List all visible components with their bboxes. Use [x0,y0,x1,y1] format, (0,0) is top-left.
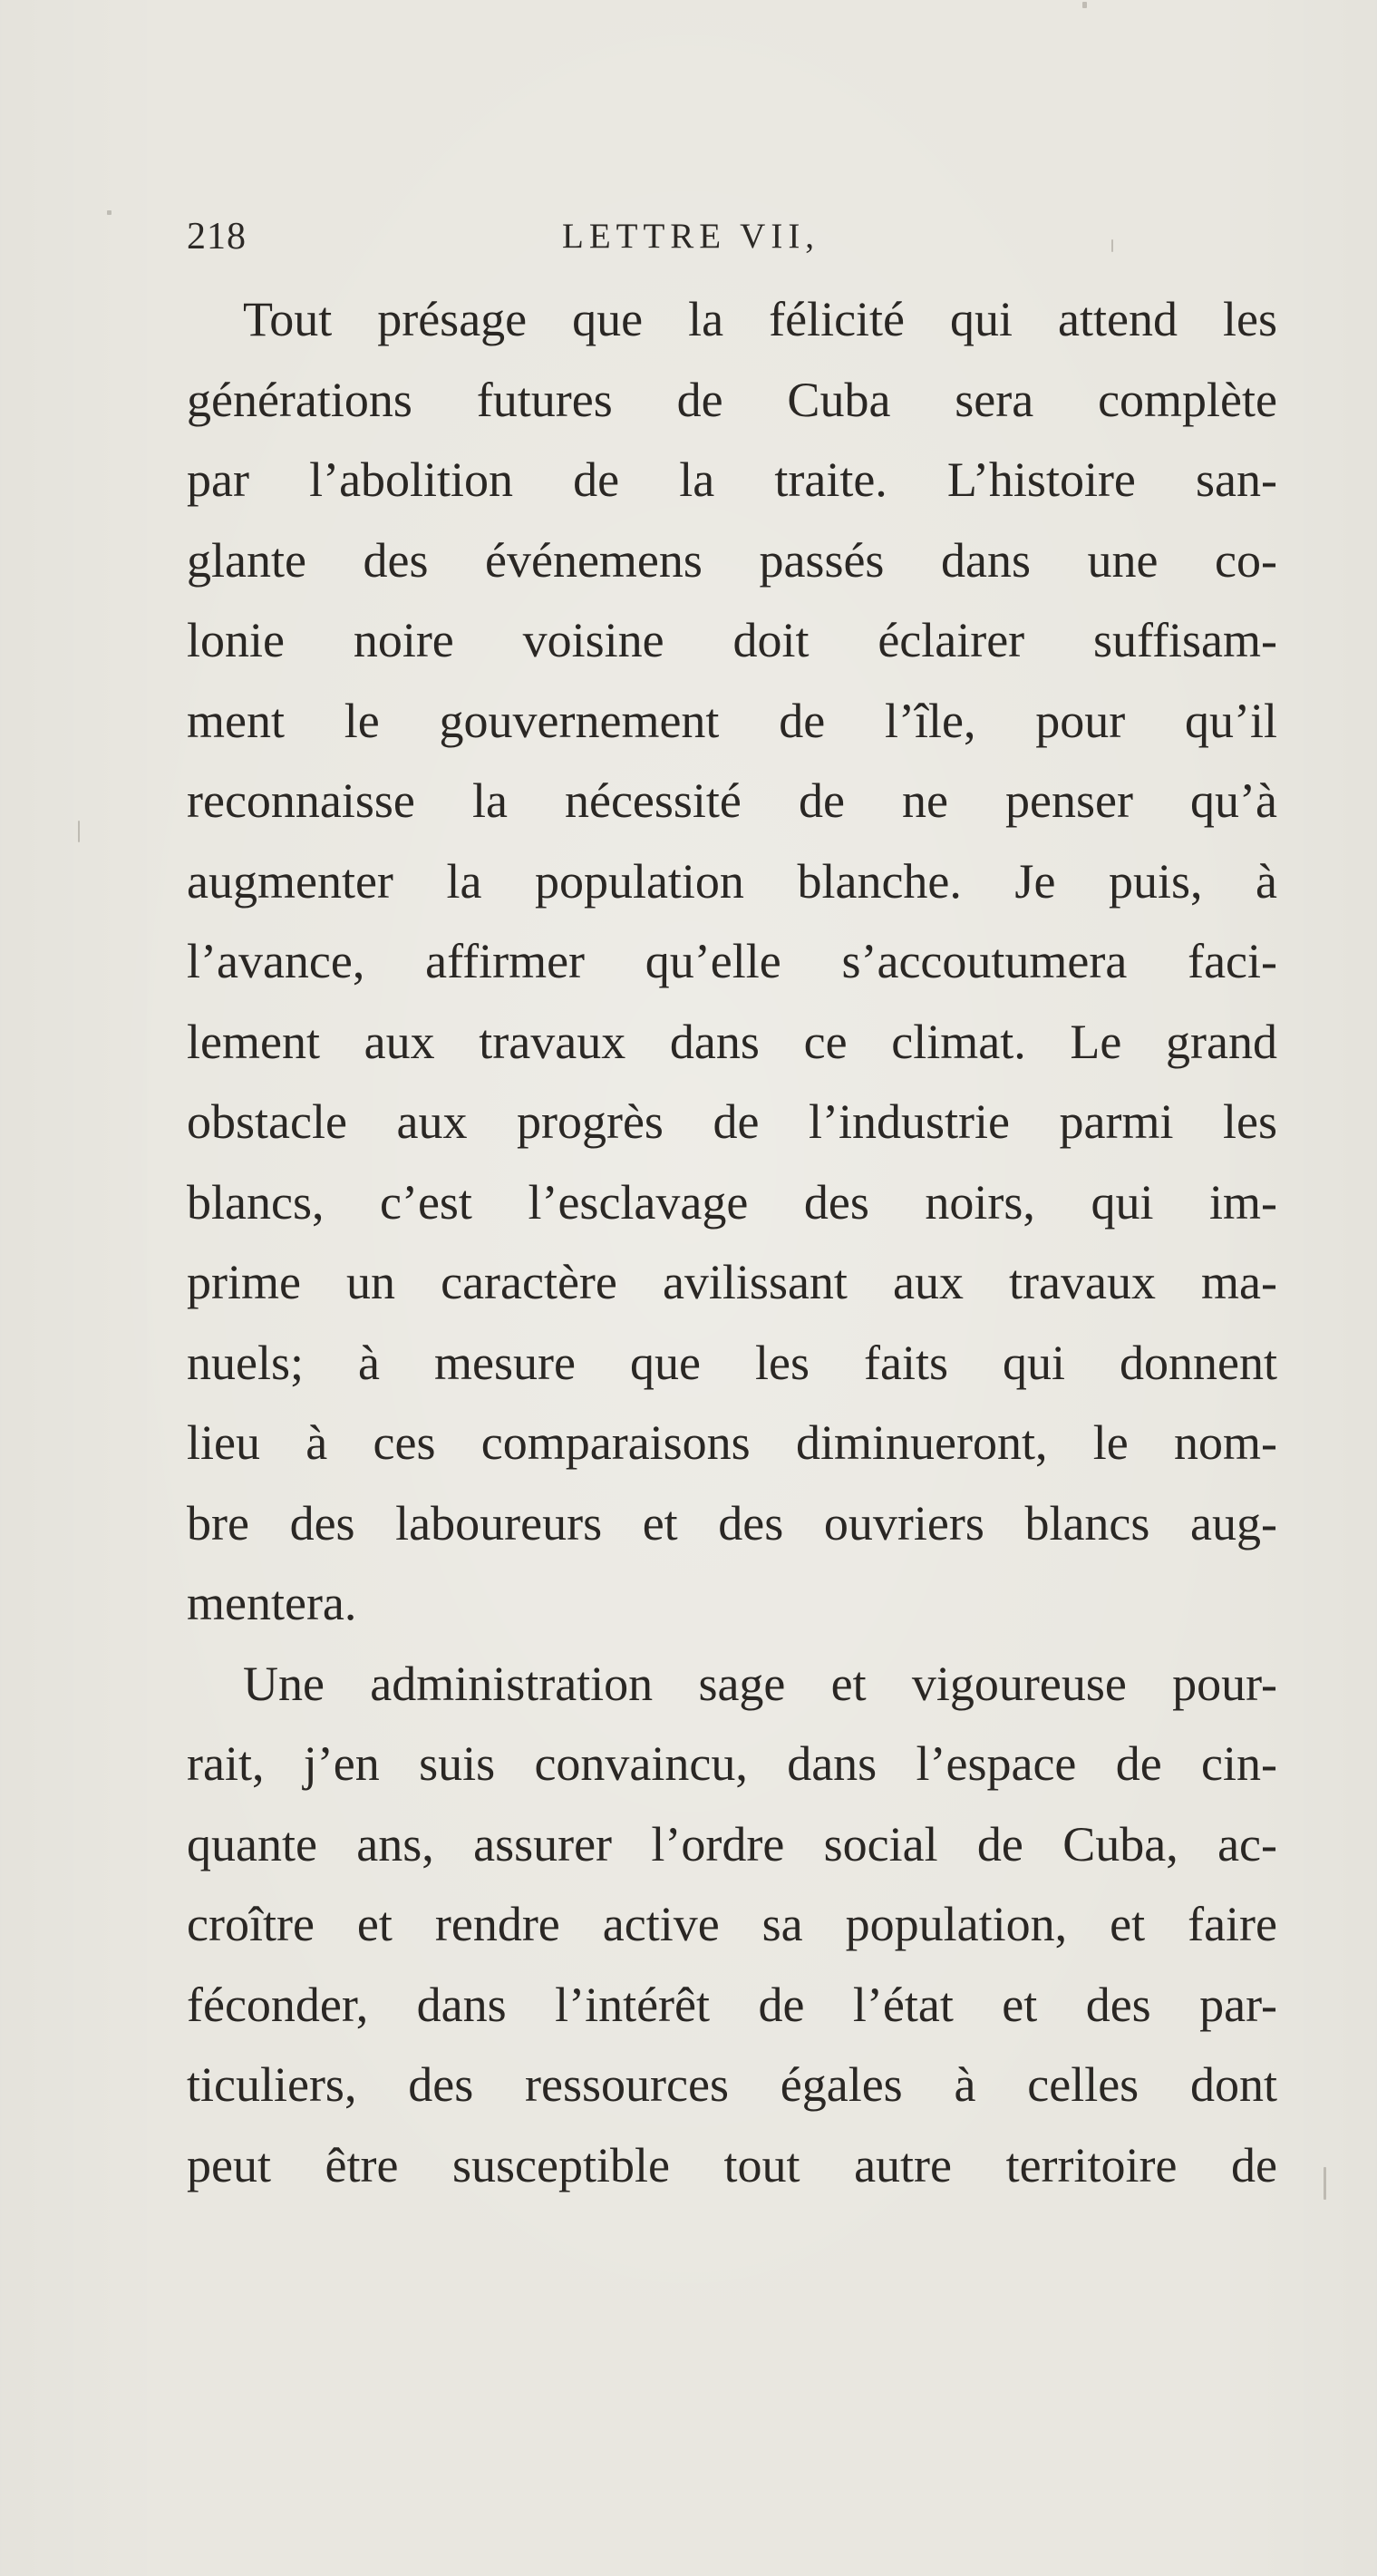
text-line: l’avance, affirmer qu’elle s’accoutumera faci- [187,934,1277,988]
text-line: reconnaisse la nécessité de ne penser qu’à [187,773,1277,828]
text-line: lement aux travaux dans ce climat. Le grand [187,1014,1277,1069]
text-line: peut être susceptible tout autre territoire de [187,2137,1277,2192]
text-line: Tout présage que la félicité qui attend les [243,292,1277,346]
text-line: croître et rendre active sa population, et faire [187,1897,1277,1951]
text-line: lonie noire voisine doit éclairer suffisam- [187,613,1277,667]
text-line: lieu à ces comparaisons diminueront, le nom- [187,1415,1277,1470]
running-head: LETTRE VII, [562,217,820,256]
text-line: obstacle aux progrès de l’industrie parmi les [187,1094,1277,1149]
text-line: glante des événemens passés dans une co- [187,532,1277,588]
paper-speck [1082,2,1087,8]
body-text [187,279,1277,2205]
text-line: féconder, dans l’intérêt de l’état et des par- [187,1977,1277,2032]
paper-speck [1324,2167,1326,2200]
text-line: nuels; à mesure que les faits qui donnent [187,1335,1277,1390]
text-line: par l’abolition de la traite. L’histoire san- [187,452,1277,507]
page-number: 218 [187,216,247,258]
paragraph-abolition [187,279,1277,1644]
text-line: bre des laboureurs et des ouvriers blancs aug- [187,1495,1277,1550]
text-line: Une administration sage et vigoureuse pour- [243,1656,1277,1711]
text-line: blancs, c’est l’esclavage des noirs, qui im- [187,1174,1277,1230]
text-line: rait, j’en suis convaincu, dans l’espace de cin- [187,1736,1277,1791]
paragraph-administration [187,1644,1277,2206]
page-header [187,213,1265,267]
text-line: générations futures de Cuba sera complète [187,372,1277,427]
text-line: ticuliers, des ressources égales à celles dont [187,2057,1277,2112]
text-line: mentera. [187,1576,357,1630]
text-line: augmenter la population blanche. Je puis, à [187,853,1277,909]
paper-speck [78,821,80,842]
paper-speck [107,210,112,215]
text-line: prime un caractère avilissant aux travaux ma- [187,1255,1277,1309]
text-line: ment le gouvernement de l’île, pour qu’il [187,693,1277,748]
text-line: quante ans, assurer l’ordre social de Cuba, ac- [187,1816,1277,1871]
